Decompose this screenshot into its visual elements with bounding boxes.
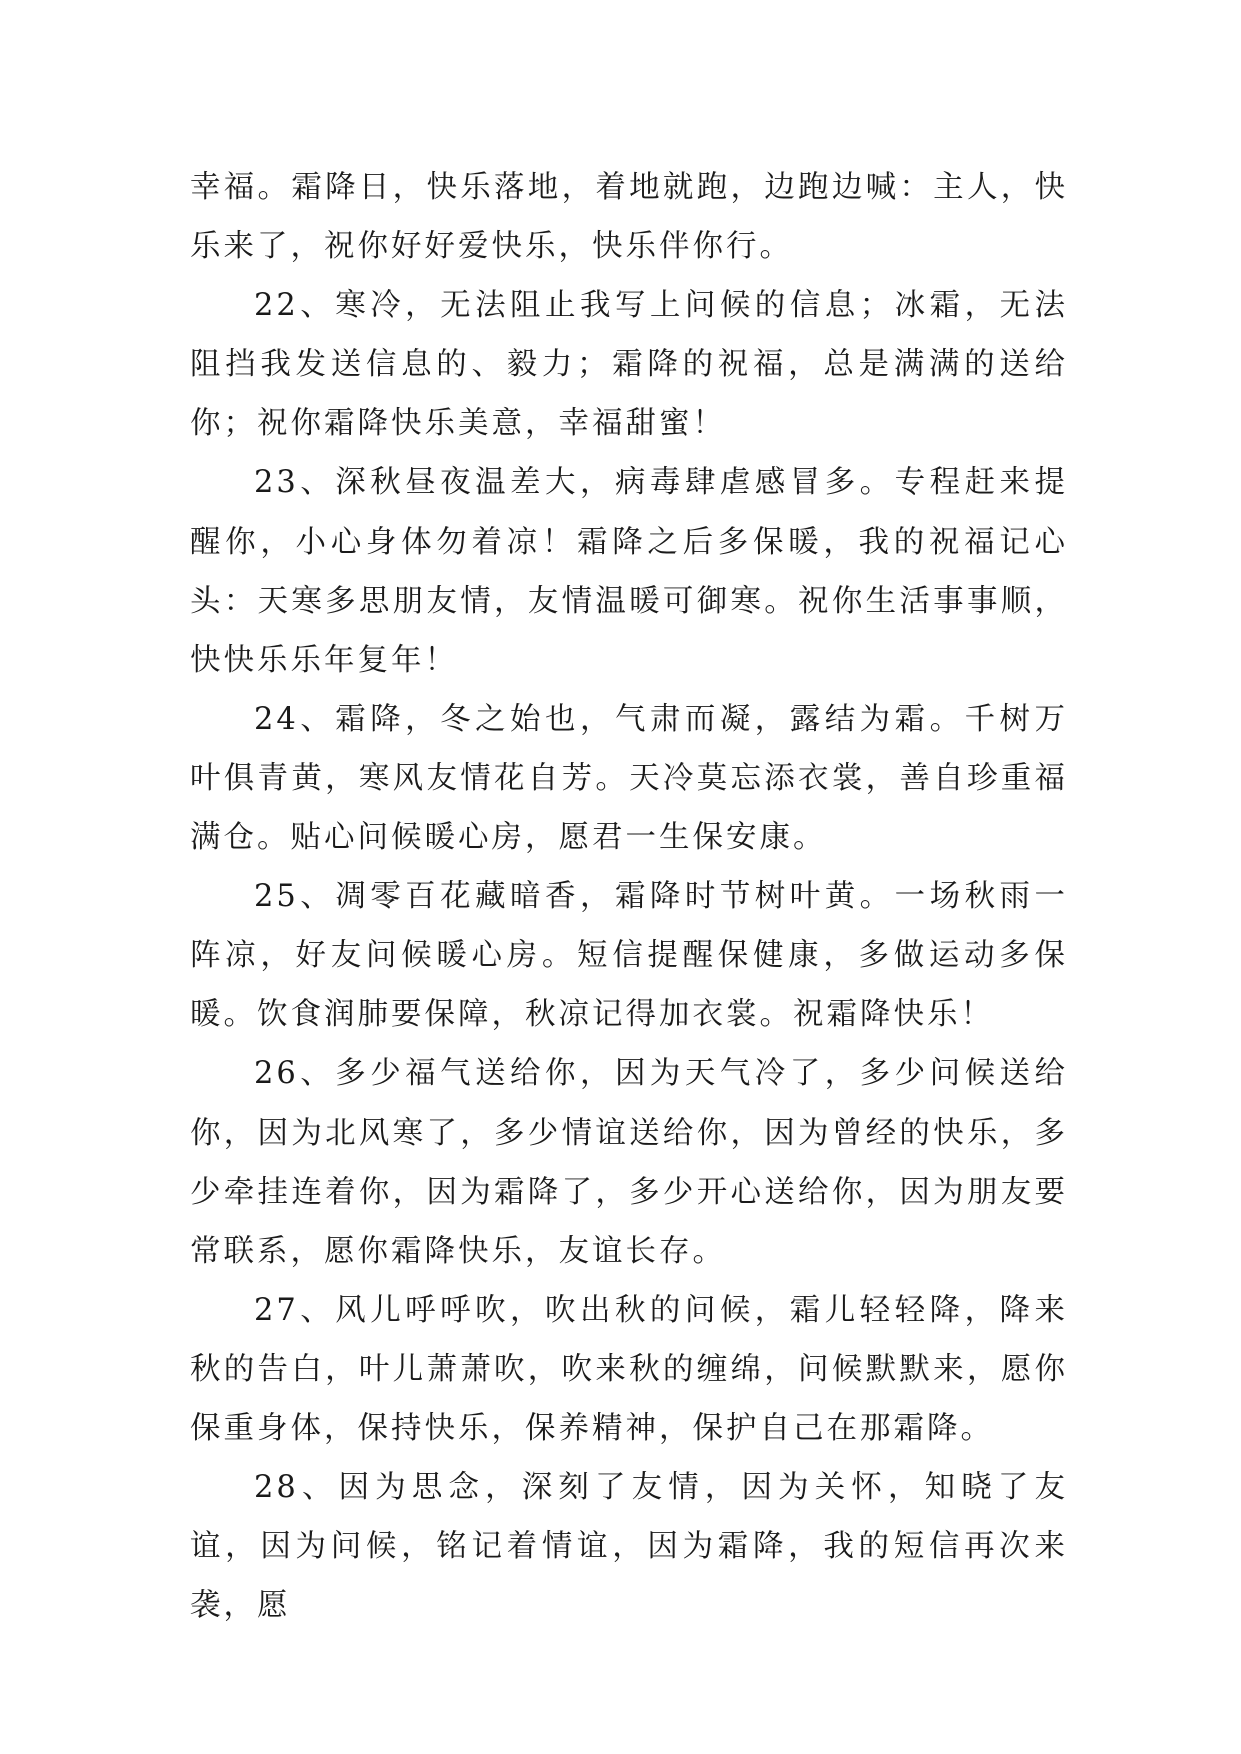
paragraph-27: 27、风儿呼呼吹，吹出秋的问候，霜儿轻轻降，降来秋的告白，叶儿萧萧吹，吹来秋的缠绵，问候默默来，愿你保重身体，保持快乐，保养精神，保护自己在那霜降。 bbox=[190, 1292, 1068, 1446]
paragraph-23: 23、深秋昼夜温差大，病毒肆虐感冒多。专程赶来提醒你，小心身体勿着凉！霜降之后多保暖，我的祝福记心头：天寒多思朋友情，友情温暖可御寒。祝你生活事事顺，快快乐乐年复年！ bbox=[190, 465, 1068, 678]
document-body bbox=[190, 158, 1068, 1635]
paragraph-26: 26、多少福气送给你，因为天气冷了，多少问候送给你，因为北风寒了，多少情谊送给你，因为曾经的快乐，多少牵挂连着你，因为霜降了，多少开心送给你，因为朋友要常联系，愿你霜降快乐，友谊长存。 bbox=[190, 1056, 1068, 1269]
paragraph-continued: 幸福。霜降日，快乐落地，着地就跑，边跑边喊：主人，快乐来了，祝你好好爱快乐，快乐伴你行。 bbox=[190, 170, 1068, 265]
paragraph-22: 22、寒冷，无法阻止我写上问候的信息；冰霜，无法阻挡我发送信息的、毅力；霜降的祝福，总是满满的送给你；祝你霜降快乐美意，幸福甜蜜！ bbox=[190, 288, 1068, 442]
paragraph-28: 28、因为思念，深刻了友情，因为关怀，知晓了友谊，因为问候，铭记着情谊，因为霜降，我的短信再次来袭，愿 bbox=[190, 1470, 1068, 1624]
paragraph-24: 24、霜降，冬之始也，气肃而凝，露结为霜。千树万叶俱青黄，寒风友情花自芳。天冷莫忘添衣裳，善自珍重福满仓。贴心问候暖心房，愿君一生保安康。 bbox=[190, 701, 1068, 856]
paragraph-25: 25、凋零百花藏暗香，霜降时节树叶黄。一场秋雨一阵凉，好友问候暖心房。短信提醒保健康，多做运动多保暖。饮食润肺要保障，秋凉记得加衣裳。祝霜降快乐！ bbox=[190, 879, 1068, 1033]
